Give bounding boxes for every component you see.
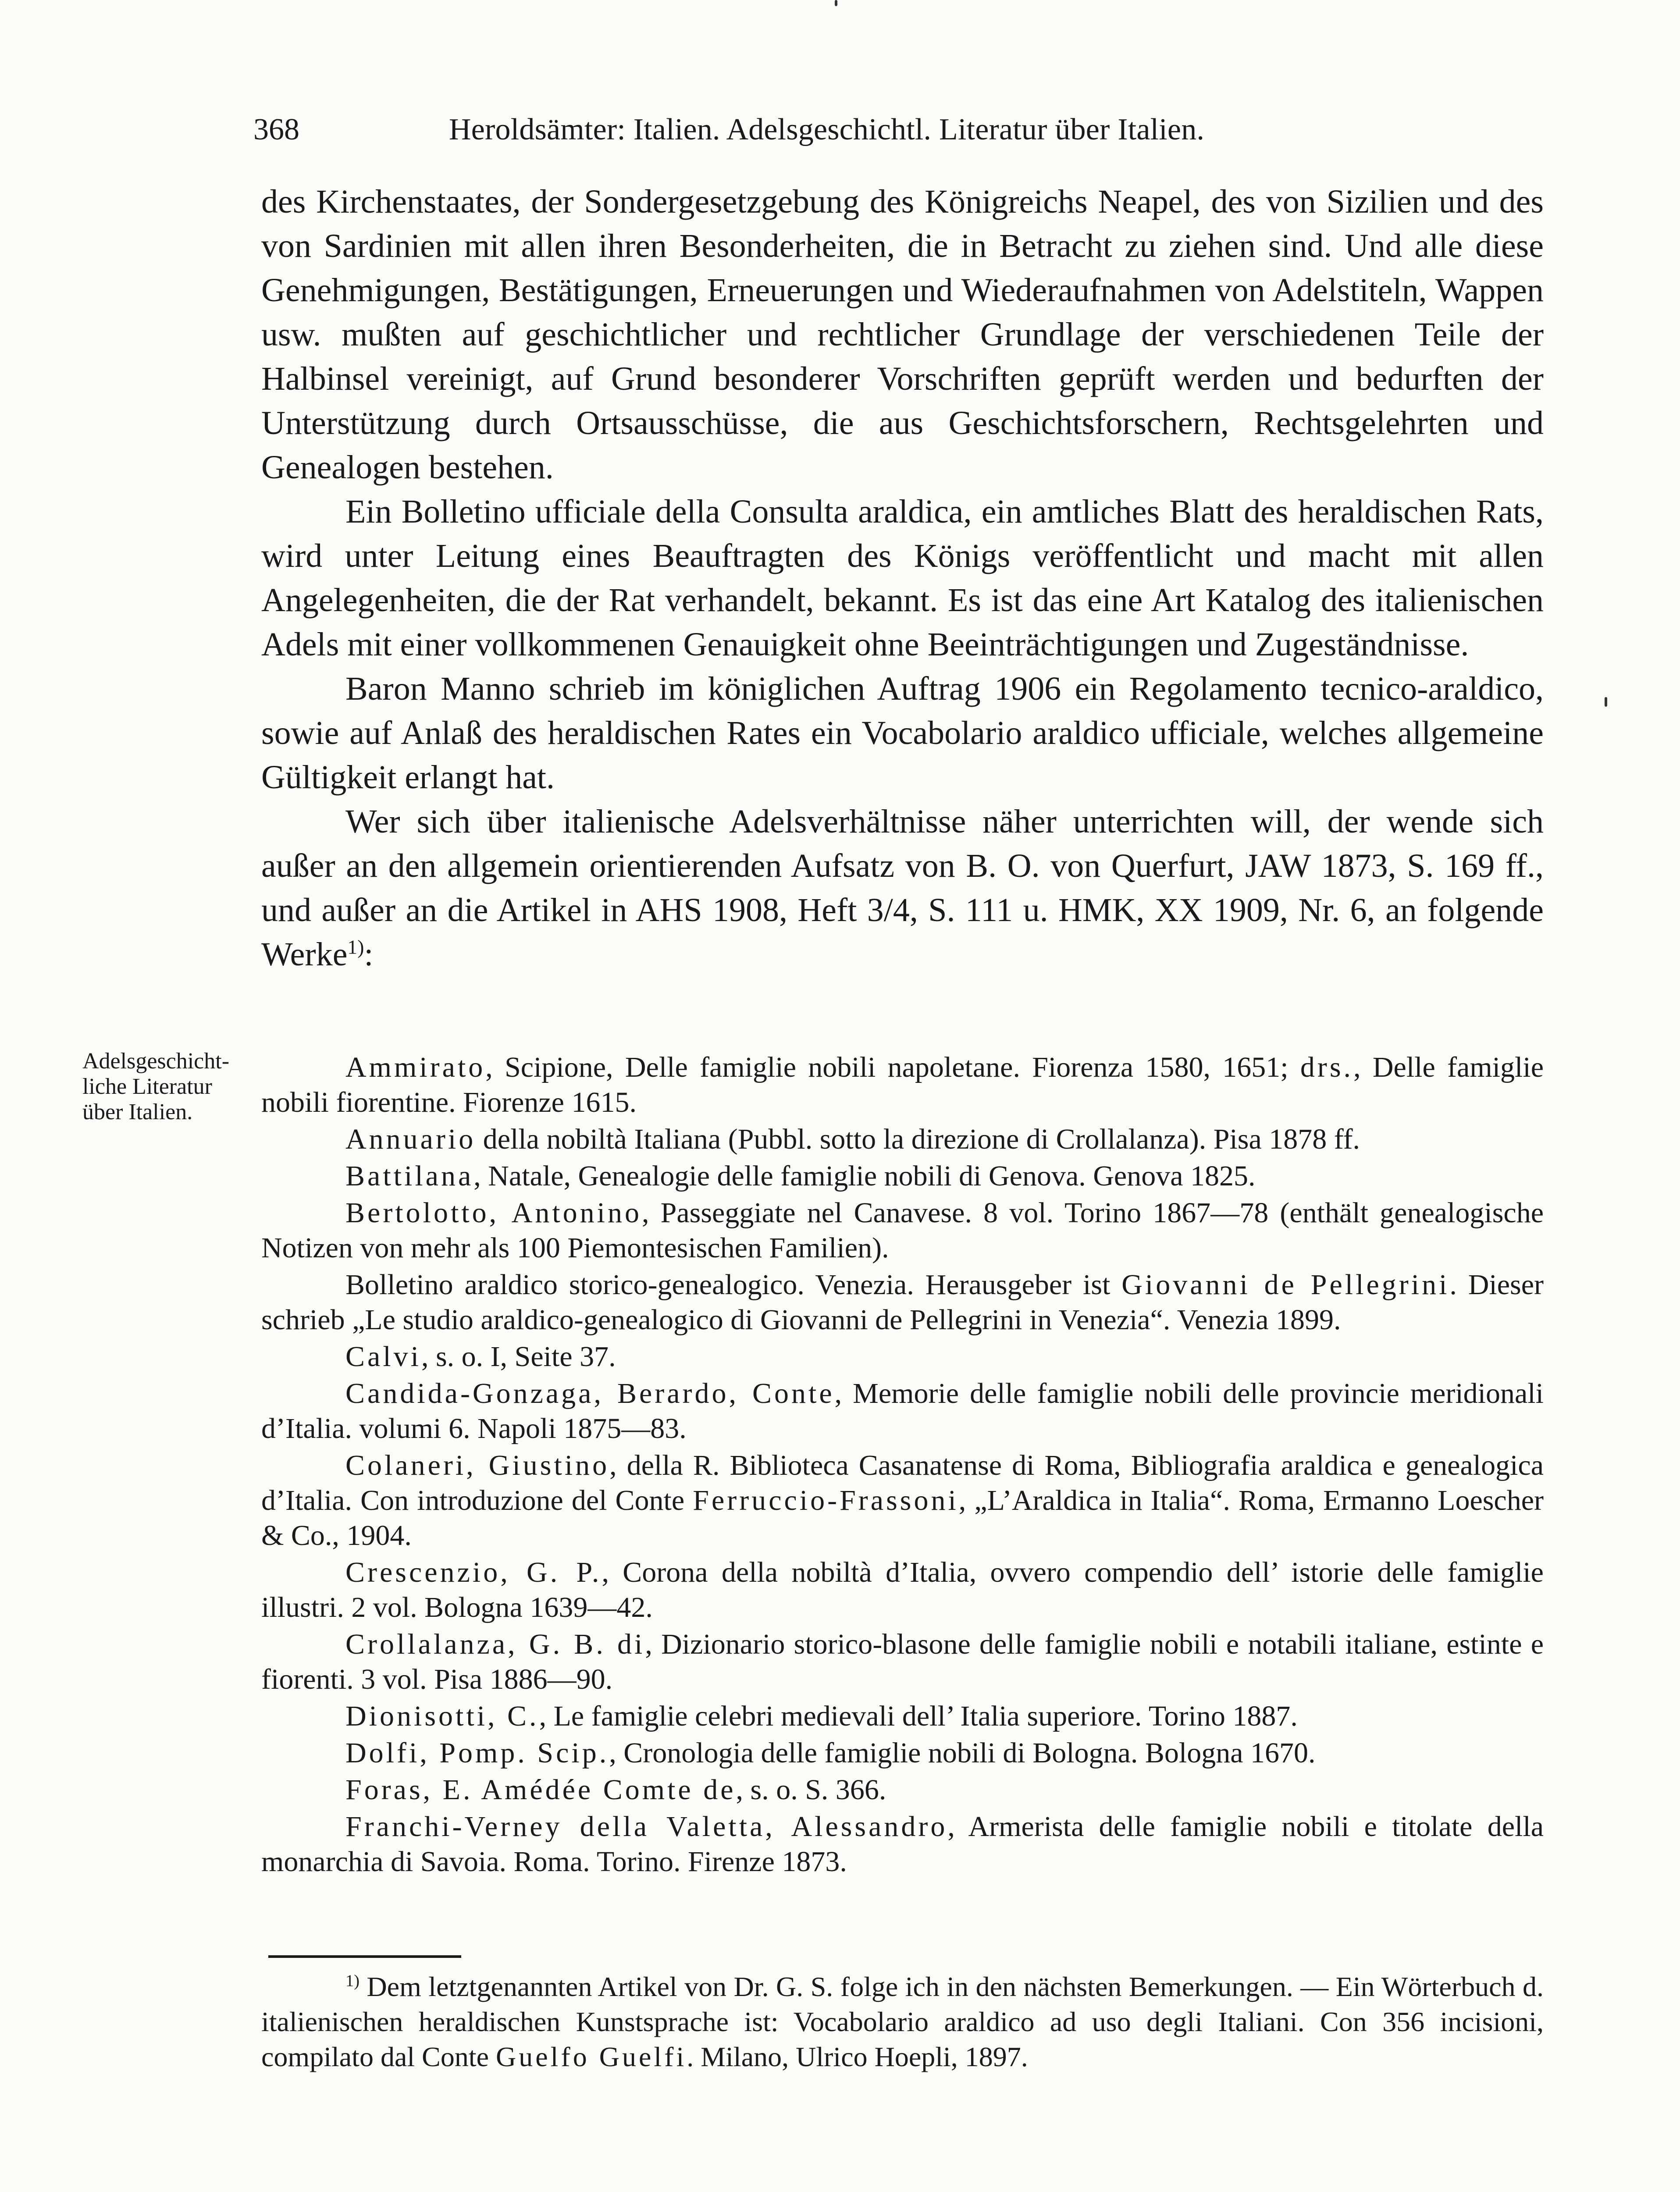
- bibliography-entry: [261, 1196, 1544, 1266]
- entry-author: Dolfi, Pomp. Scip.: [345, 1737, 609, 1769]
- entry-text: , „L’Araldica in Italia“. Roma, Ermanno Loescher & Co., 1904.: [261, 1484, 1544, 1551]
- footnote-text: Dem letztgenannten Artikel von Dr. G. S. folge ich in den nächsten Bemerkungen. — Ein Wörterbuch d. italienischen heraldischen Kunstsprache ist: Vocabolario araldico ad uso degli Italiani. Con 356 incisioni, compilato dal Conte: [261, 1971, 1544, 2072]
- entry-author: Foras, E. Amédée Comte de: [345, 1774, 736, 1806]
- entry-author: Annuario: [345, 1123, 476, 1155]
- bibliography-entry: [261, 1627, 1544, 1697]
- scan-mark: [835, 0, 837, 6]
- entry-text: , Le famiglie celebri medievali dell’ Italia superiore. Torino 1887.: [539, 1700, 1298, 1732]
- bibliography-entry: [261, 1339, 1544, 1374]
- bibliography-entry: [261, 1122, 1544, 1157]
- footnote-divider: [268, 1955, 461, 1958]
- margin-note-line: über Italien.: [82, 1100, 193, 1124]
- running-title: Heroldsämter: Italien. Adelsgeschichtl. Literatur über Italien.: [449, 113, 1205, 146]
- entry-text: , Cronologia delle famiglie nobili di Bologna. Bologna 1670.: [609, 1737, 1316, 1769]
- footnote-paragraph: [261, 1969, 1544, 2075]
- entry-author: Candida-Gonzaga, Berardo, Conte: [345, 1377, 835, 1409]
- bibliography-entry: [261, 1050, 1544, 1120]
- main-text: [261, 180, 1544, 977]
- entry-author: Crescenzio, G. P.: [345, 1556, 602, 1588]
- entry-author: Franchi-Verney della Valetta, Alessandro: [345, 1811, 948, 1843]
- footnote-author: Guelfo Guelfi: [496, 2041, 687, 2072]
- entry-text: , Corona della nobiltà d’Italia, ovvero compendio dell’ istorie delle famiglie illustri. 2 vol. Bologna 1639—42.: [261, 1556, 1544, 1623]
- entry-author: Ferruccio-Frassoni: [693, 1484, 959, 1516]
- entry-text: , della R. Biblioteca Casanatense di Roma, Bibliografia araldica e genealogica d’Italia. Con introduzione del Conte: [261, 1449, 1544, 1516]
- margin-note: [82, 1049, 258, 1125]
- bibliography-entry: [261, 1267, 1544, 1338]
- entry-author: Crollalanza, G. B. di: [345, 1628, 645, 1660]
- entry-text: , s. o. S. 366.: [736, 1774, 886, 1806]
- entry-author: Ammirato: [345, 1051, 486, 1083]
- paragraph: des Kirchenstaates, der Sondergesetzgebung des Königreichs Neapel, des von Sizilien und des von Sardinien mit allen ihren Besonderheiten, die in Betracht zu ziehen sind. Und alle diese Genehmigungen, Bestätigungen, Erneuerungen und Wiederaufnahmen von Adelstiteln, Wappen usw. mußten auf geschichtlicher und rechtlicher Grundlage der verschiedenen Teile der Halbinsel vereinigt, auf Grund besonderer Vorschriften geprüft werden und bedurften der Unterstützung durch Ortsausschüsse, die aus Geschichtsforschern, Rechtsgelehrten und Genealogen bestehen.: [261, 183, 1544, 486]
- entry-author: Calvi: [345, 1341, 421, 1373]
- entry-author: Bertolotto, Antonino: [345, 1197, 642, 1229]
- margin-note-line: liche Literatur: [82, 1074, 212, 1099]
- paragraph-end: :: [364, 936, 374, 973]
- entry-text: , s. o. I, Seite 37.: [421, 1341, 616, 1373]
- paragraph-text: Wer sich über italienische Adelsverhältnisse näher unterrichten will, der wende sich außer an den allgemein orientierenden Aufsatz von B. O. von Querfurt, JAW 1873, S. 169 ff., und außer an die Artikel in AHS 1908, Heft 3/4, S. 111 u. HMK, XX 1909, Nr. 6, an folgende Werke: [261, 803, 1544, 973]
- entry-text: della nobiltà Italiana (Pubbl. sotto la direzione di Crollalanza). Pisa 1878 ff.: [476, 1123, 1360, 1155]
- entry-author: Battilana: [345, 1160, 474, 1192]
- entry-text: , Passeggiate nel Canavese. 8 vol. Torino 1867—78 (enthält genealogische Notizen von mehr als 100 Piemontesischen Familien).: [261, 1197, 1544, 1264]
- bibliography-entry: [261, 1736, 1544, 1771]
- entry-text: , Memorie delle famiglie nobili delle provincie meridionali d’Italia. volumi 6. Napoli 1875—83.: [261, 1377, 1544, 1445]
- bibliography-entry: [261, 1159, 1544, 1194]
- entry-author: Colaneri, Giustino: [345, 1449, 610, 1481]
- bibliography-entry: [261, 1809, 1544, 1879]
- bibliography-list: [261, 1050, 1544, 1881]
- bibliography-entry: [261, 1699, 1544, 1734]
- running-header: [252, 103, 1345, 156]
- footnote-marker: 1): [345, 1971, 359, 1990]
- entry-author: Dionisotti, C.: [345, 1700, 539, 1732]
- scan-mark: [1605, 697, 1607, 707]
- bibliography-entry: [261, 1555, 1544, 1625]
- entry-text: Bolletino araldico storico-genealogico. Venezia. Herausgeber ist: [345, 1269, 1122, 1301]
- entry-text: , Delle famiglie nobili fiorentine. Fiorenze 1615.: [261, 1051, 1544, 1118]
- paragraph: [261, 800, 1544, 977]
- bibliography-entry: [261, 1772, 1544, 1808]
- entry-text: , Armerista delle famiglie nobili e titolate della monarchia di Savoia. Roma. Torino. Firenze 1873.: [261, 1811, 1544, 1878]
- footnote-text: . Milano, Ulrico Hoepli, 1897.: [687, 2041, 1028, 2072]
- bibliography-entry: [261, 1448, 1544, 1553]
- footnote-reference: 1): [347, 936, 364, 958]
- entry-author: Giovanni de Pellegrini: [1121, 1269, 1450, 1301]
- paragraph: Ein Bolletino ufficiale della Consulta araldica, ein amtliches Blatt des heraldischen Rats, wird unter Leitung eines Beauftragten des Königs veröffentlicht und macht mit allen Angelegenheiten, die der Rat verhandelt, bekannt. Es ist das eine Art Katalog des italienischen Adels mit einer vollkommenen Genauigkeit ohne Beeinträchtigungen und Zugeständnisse.: [261, 493, 1544, 663]
- entry-text: , Dizionario storico-blasone delle famiglie nobili e notabili italiane, estinte e fiorenti. 3 vol. Pisa 1886—90.: [261, 1628, 1544, 1695]
- bibliography-entry: [261, 1376, 1544, 1446]
- margin-note-line: Adelsgeschicht-: [82, 1049, 230, 1074]
- page-number: 368: [253, 113, 299, 146]
- entry-text: . Dieser schrieb „Le studio araldico-genealogico di Giovanni de Pellegrini in Venezia“. Venezia 1899.: [261, 1269, 1544, 1336]
- paragraph: Baron Manno schrieb im königlichen Auftrag 1906 ein Regolamento tecnico-araldico, sowie auf Anlaß des heraldischen Rates ein Vocabolario araldico ufficiale, welches allgemeine Gültigkeit erlangt hat.: [261, 670, 1544, 796]
- entry-text: , Scipione, Delle famiglie nobili napoletane. Fiorenza 1580, 1651;: [485, 1051, 1300, 1083]
- entry-author: drs.: [1300, 1051, 1354, 1083]
- footnote: [261, 1969, 1544, 2075]
- entry-text: , Natale, Genealogie delle famiglie nobili di Genova. Genova 1825.: [473, 1160, 1256, 1192]
